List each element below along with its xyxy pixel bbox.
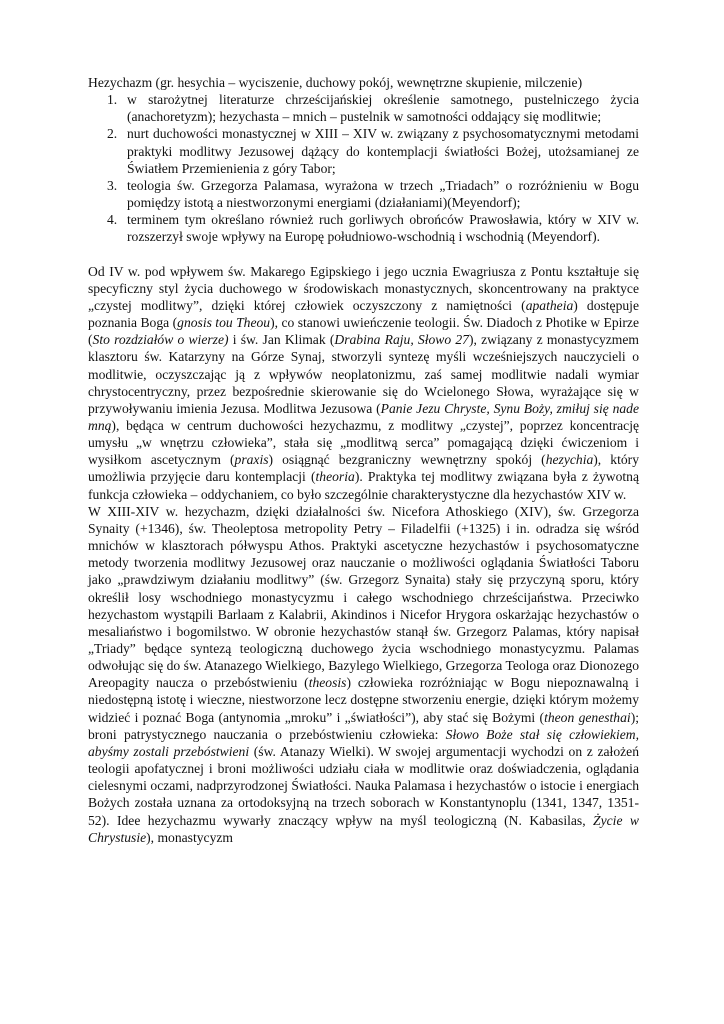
definition-item — [107, 125, 639, 176]
italic-title: Życie w Chrystusie — [88, 812, 639, 845]
text-run: ) człowieka rozróżniając w Bogu niepoznawalną i niedostępną istotę i wieczne, niestworzone lecz dostępne stworzeniu energie, dzięki którym możemy widzieć i poznać Boga (antynomia „mroku” i „światłości”), aby stać się Bożymi ( — [88, 675, 639, 725]
italic-term: apatheia — [525, 297, 574, 313]
document-heading: Hezychazm (gr. hesychia – wyciszenie, duchowy pokój, wewnętrzne skupienie, milczenie) — [88, 75, 583, 90]
definition-item — [107, 177, 639, 211]
italic-title: Drabina Raju, Słowo 27 — [334, 332, 469, 348]
text-run: ). Praktyka tej modlitwy związana była z żywotną funkcja człowieka – oddychaniem, co było szczególnie charakterystyczne dla hezychastów XIV w. — [88, 469, 639, 502]
paragraph-early-hesychasm — [88, 263, 639, 503]
definition-text: teologia św. Grzegorza Palamasa, wyrażona w trzech „Triadach” o rozróżnieniu w Bogu pomiędzy istotą a niestworzonymi energiami (działaniami)(Meyendorf); — [127, 177, 639, 211]
italic-title: Sto rozdziałów o wierze) — [92, 332, 229, 348]
document-page — [88, 74, 639, 846]
text-run: i św. Jan Klimak ( — [228, 332, 335, 348]
italic-prayer: Panie Jezu Chryste, Synu Boży, zmiłuj się nade mną — [88, 400, 640, 433]
text-run: Od IV w. pod wpływem św. Makarego Egipskiego i jego ucznia Ewagriusza z Pontu kształtuje się specyficzny styl życia duchowego w środowiskach monastycznych, skoncentrowany na praktyce „czystej modlitwy”, dzięki której człowiek oczyszczony z namiętności ( — [88, 263, 639, 313]
text-run: W XIII-XIV w. hezychazm, dzięki działalności św. Nicefora Athoskiego (XIV), św. Grzegorza Synaity (+1346), św. Theoleptosa metropolity Petry – Filadelfii (+1325) i in. odradza się wśród mnichów w klasztorach półwyspu Athos. Praktyki ascetyczne hezychastów i psychosomatyczne metody tworzenia modlitwy Jezusowej oraz nauczanie o możliwości oglądania Światłości Taboru jako „prawdziwym działaniu modlitwy” (św. Grzegorz Synaita) stały się przyczyną sporu, który określił losy wschodniego monastycyzmu i całego wschodniego chrześcijaństwa. Przeciwko hezychastom wystąpili Barlaam z Kalabrii, Akindinos i Nicefor Hrygora oskarżając hezychastów o mesaliaństwo i bogomilstwo. W obronie hezychastów stanął św. Grzegorz Palamas, który napisał „Triady” będące syntezą teologiczną duchowego życia wschodniego monastycyzmu. Palamas odwołując się do św. Atanazego Wielkiego, Bazylego Wielkiego, Grzegorza Teologa oraz Dionozego Areopagity naucza o przebóstwieniu ( — [88, 503, 639, 691]
paragraph-gap — [88, 246, 639, 263]
italic-term: theon genesthai — [544, 709, 631, 725]
italic-quote: Słowo Boże stał się człowiekiem, abyśmy zostali przebóstwieni — [88, 726, 639, 759]
definition-number: 4. — [107, 212, 118, 228]
italic-term: gnosis tou Theou — [177, 315, 271, 331]
text-run: ), który umożliwia przyjęcie daru kontemplacji ( — [88, 452, 639, 485]
paragraph-palamas — [88, 503, 639, 846]
definition-item — [107, 211, 639, 245]
italic-term: theosis — [308, 675, 347, 691]
definition-text: terminem tym określano również ruch gorliwych obrońców Prawosławia, który w XIV w. rozszerzył swoje wpływy na Europę południowo-wschodnią i wschodnią (Meyendorf). — [127, 212, 639, 245]
definition-number: 2. — [107, 126, 118, 142]
definition-text: w starożytnej literaturze chrześcijańskiej określenie samotnego, pustelniczego życia (anachoretyzm); hezychasta – mnich – pustelnik w samotności oddający się modlitwie; — [127, 92, 639, 125]
italic-term: praxis — [234, 452, 269, 468]
italic-term: theoria — [315, 469, 355, 485]
text-run: ) osiągnąć bezgraniczny wewnętrzny spokój ( — [268, 452, 546, 468]
text-run: ), co stanowi uwieńczenie teologii. Św. Diadoch z Photike w Epirze ( — [88, 315, 639, 348]
definition-number: 1. — [107, 92, 118, 108]
text-run: ), związany z monastycyzmem klasztoru św. Katarzyny na Górze Synaj, stworzyli syntezę myśli wcześniejszych nauczycieli o modlitwie, oczyszczając ją z wpływów neoplatonizmu, zaś samej modlitwie nadali wymiar chrystocentryczny, przez bezpośrednie skierowanie się do Wcielonego Słowa, wyrażające się w przywoływaniu imienia Jezusa. Modlitwa Jezusowa ( — [88, 332, 639, 416]
text-run: ), będąca w centrum duchowości hezychazmu, z modlitwy „czystej”, poprzez koncentrację umysłu „w wnętrzu człowieka”, stała się „modlitwą serca” pomagającą dzięki ćwiczeniom i wysiłkom ascetycznym ( — [88, 417, 639, 468]
text-run: ); broni patrystycznego nauczania o przebóstwieniu człowieka: — [88, 709, 639, 742]
text-run: ), monastycyzm — [146, 829, 233, 845]
definition-number: 3. — [107, 177, 118, 193]
italic-term: hezychia — [545, 452, 594, 468]
text-run: (św. Atanazy Wielki). W swojej argumentacji wychodzi on z założeń teologii apofatycznej i broni możliwości udziału ciała w modlitwie oraz doświadczenia, oglądania cielesnymi oczami, nadprzyrodzonej Światłości. Nauka Palamasa i hezychastów o istocie i energiach Bożych została uznana za ortodoksyjną na trzech soborach w Konstantynoplu (1341, 1347, 1351-52). Idee hezychazmu wywarły znaczący wpływ na myśl teologiczną (N. Kabasilas, — [88, 743, 639, 828]
definition-item — [107, 91, 639, 125]
text-run: ) dostępuje poznania Boga ( — [88, 297, 639, 331]
definition-text: nurt duchowości monastycznej w XIII – XIV w. związany z psychosomatycznymi metodami praktyki modlitwy Jezusowej dążący do kontemplacji światłości Bożej, utożsamianej ze Światłem Przemienienia z góry Tabor; — [127, 126, 639, 176]
definitions-list — [88, 91, 639, 245]
